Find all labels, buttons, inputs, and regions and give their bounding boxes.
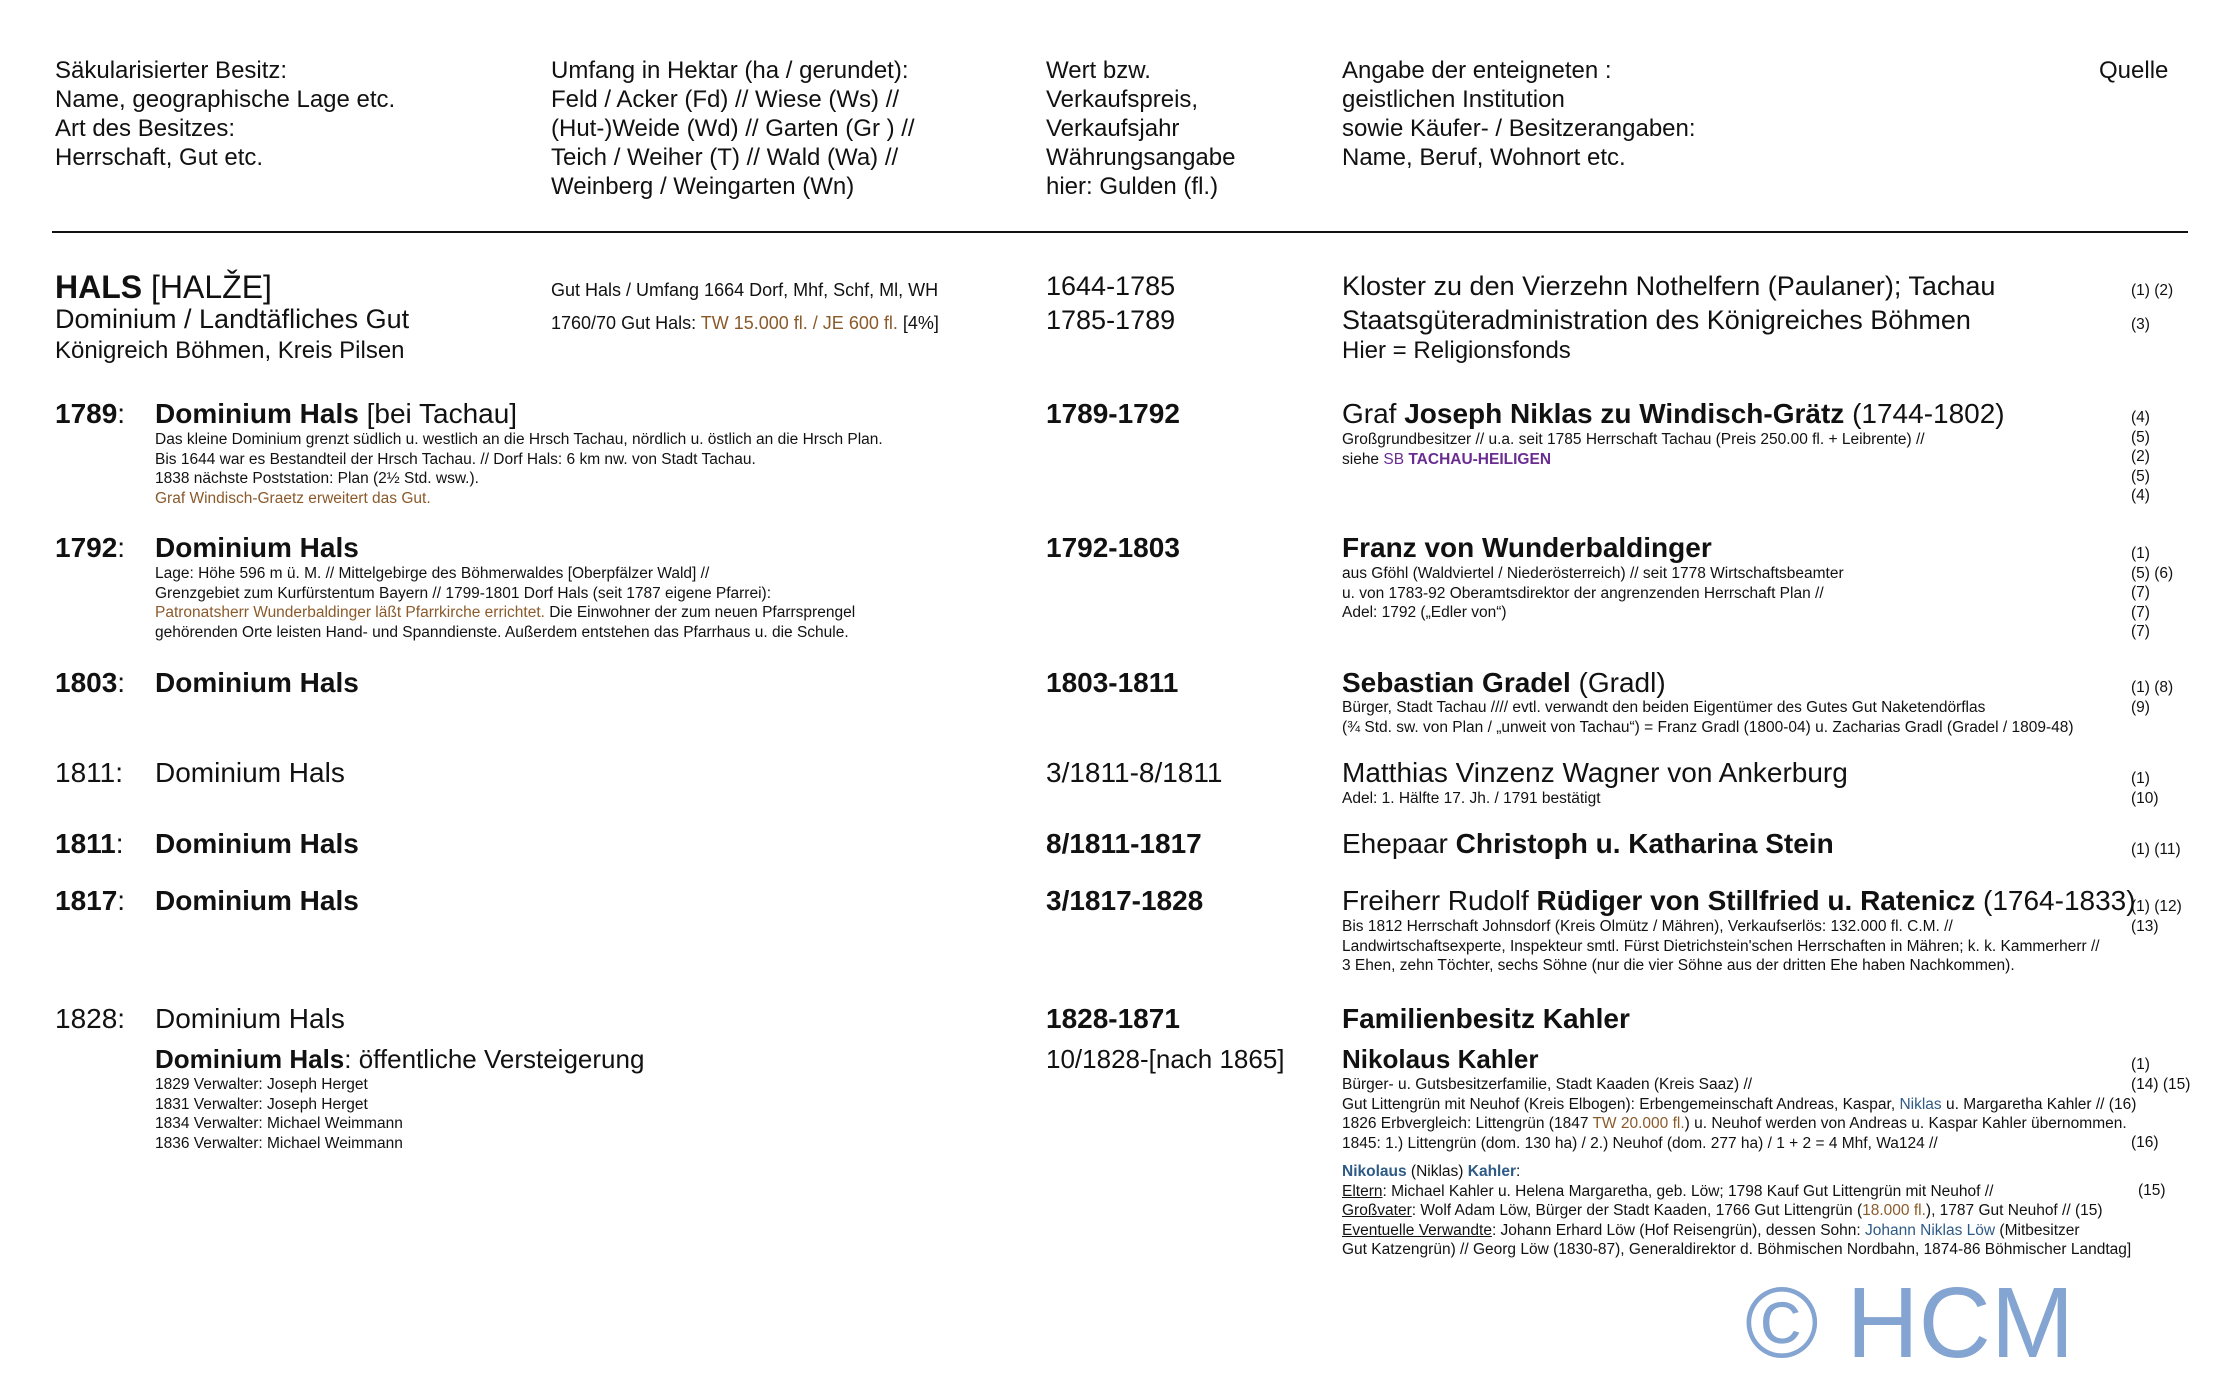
source-column: (1) (5) (6) (7) (7) (7) <box>2131 545 2174 640</box>
header-line: geistlichen Institution <box>1342 86 1565 113</box>
intro-owner2: Staatsgüteradministration des Königreiches Böhmen <box>1342 305 1971 335</box>
header-line: Teich / Weiher (T) // Wald (Wa) // <box>551 144 899 171</box>
intro-line3: Königreich Böhmen, Kreis Pilsen <box>55 337 405 364</box>
intro-owner1: Kloster zu den Vierzehn Nothelfern (Paulaner); Tachau <box>1342 271 1996 301</box>
entry-title: Dominium Hals <box>155 885 359 916</box>
entry-title: Dominium Hals <box>155 1003 345 1034</box>
header-line: Art des Besitzes: <box>55 115 236 142</box>
entry-owner-details: Bürger, Stadt Tachau //// evtl. verwandt den beiden Eigentümer des Gutes Gut Naketendörflas (¾ Std. sw. von Plan / „unweit von Tachau“) = Franz Gradl (1800-04) u. Zacharias Gradl (Gradel / 1809-48) <box>1342 699 2074 736</box>
entry-description: Das kleine Dominium grenzt südlich u. westlich an die Hrsch Tachau, nördlich u. östlich an die Hrsch Plan. Bis 1644 war es Bestandteil der Hrsch Tachau. // Dorf Hals: 6 km nw. von Stadt Tachau. 1838 nächste Poststation: Plan (2½ Std. wsw.). Graf Windisch-Graetz erweitert das Gut. <box>155 431 883 507</box>
header-col-angabe <box>1342 56 1696 172</box>
entry-year: 1817: <box>55 885 126 916</box>
entry-period: 1803-1811 <box>1046 667 1179 698</box>
main-title-bold: HALS <box>55 269 143 305</box>
source-ref: (15) <box>2138 1182 2166 1199</box>
main-title-rest: [HALŽE] <box>142 269 272 305</box>
entry-title: Dominium Hals [bei Tachau] <box>155 398 518 429</box>
intro-owner3: Hier = Religionsfonds <box>1342 337 1571 364</box>
entry-title: Dominium Hals <box>155 532 359 563</box>
header-line: Säkularisierter Besitz: <box>55 57 288 84</box>
entry-owner-details: Bürger- u. Gutsbesitzerfamilie, Stadt Kaaden (Kreis Saaz) // Gut Littengrün mit Neuhof (Kreis Elbogen): Erbengemeinschaft Andreas, Kaspar, Niklas u. Margaretha Kahler // (16) 1826 Erbvergleich: Littengrün (1847 TW 20.000 fl.) u. Neuhof werden von Andreas u. Kaspar Kahler übernommen. 1845: 1.) Littengrün (dom. 130 ha) / 2.) Neuhof (dom. 277 ha) / 1 + 2 = 4 Mhf, Wa124 // <box>1342 1076 2137 1152</box>
header-line: Name, Beruf, Wohnort etc. <box>1342 144 1626 171</box>
value-highlight: TW 15.000 fl. / JE 600 fl. <box>700 313 898 333</box>
entry-owner-details: Adel: 1. Hälfte 17. Jh. / 1791 bestätigt <box>1342 790 1601 807</box>
administrators-list: 1829 Verwalter: Joseph Herget 1831 Verwalter: Joseph Herget 1834 Verwalter: Michael Weimmann 1836 Verwalter: Michael Weimmann <box>155 1076 403 1152</box>
source-ref: (1) (2) <box>2131 282 2174 299</box>
entry-owner: Graf Joseph Niklas zu Windisch-Grätz (1744-1802) <box>1342 398 2005 429</box>
entry-owner-details: aus Gföhl (Waldviertel / Niederösterreich) // seit 1778 Wirtschaftsbeamter u. von 1783-92 Oberamtsdirektor der angrenzenden Herrschaft Plan // Adel: 1792 („Edler von“) <box>1342 565 1844 621</box>
header-line: hier: Gulden (fl.) <box>1046 173 1219 200</box>
sub-entry-period: 10/1828-[nach 1865] <box>1046 1044 1285 1074</box>
text: [4%] <box>897 313 939 333</box>
header-col-quelle: Quelle <box>2099 57 2169 84</box>
source-column: (1) (14) (15) <box>2131 1056 2191 1093</box>
intro-line2: Dominium / Landtäfliches Gut <box>55 304 410 334</box>
entry-owner-details: Großgrundbesitzer // u.a. seit 1785 Herrschaft Tachau (Preis 250.00 fl. + Leibrente) // siehe SB TACHAU-HEILIGEN <box>1342 431 1925 468</box>
entry-period: 1792-1803 <box>1046 532 1180 563</box>
source-column: (1) (8) (9) <box>2131 679 2174 716</box>
link-tachau-heiligen[interactable]: TACHAU-HEILIGEN <box>1408 450 1552 468</box>
entry-year: 1811: <box>55 828 124 859</box>
intro-umfang1: Gut Hals / Umfang 1664 Dorf, Mhf, Schf, Ml, WH <box>551 280 939 300</box>
header-line: Name, geographische Lage etc. <box>55 86 396 113</box>
entry-title: Dominium Hals <box>155 828 359 859</box>
entry-year: 1792: <box>55 532 126 563</box>
source-ref: (3) <box>2131 316 2150 333</box>
intro-umfang2 <box>551 312 939 334</box>
entry-year: 1803: <box>55 667 126 698</box>
sub-entry-title: Dominium Hals: öffentliche Versteigerung <box>155 1044 645 1074</box>
header-line: Angabe der enteigneten : <box>1342 57 1612 84</box>
text: 1760/70 Gut Hals: <box>551 313 701 333</box>
header-line: Wert bzw. <box>1046 57 1151 84</box>
header-line: Feld / Acker (Fd) // Wiese (Ws) // <box>551 86 900 113</box>
header-line: (Hut-)Weide (Wd) // Garten (Gr ) // <box>551 115 915 142</box>
entry-period: 3/1817-1828 <box>1046 885 1204 916</box>
entry-year: 1811: <box>55 757 123 788</box>
entry-year: 1828: <box>55 1003 126 1034</box>
header-line: Weinberg / Weingarten (Wn) <box>551 173 855 200</box>
entry-owner: Sebastian Gradel (Gradl) <box>1342 667 1666 698</box>
entry-year: 1789: <box>55 398 126 429</box>
entry-period: 3/1811-8/1811 <box>1046 757 1223 788</box>
entry-title: Dominium Hals <box>155 667 359 698</box>
entry-description: Lage: Höhe 596 m ü. M. // Mittelgebirge des Böhmerwaldes [Oberpfälzer Wald] // Grenzgebiet zum Kurfürstentum Bayern // 1799-1801 Dorf Hals (seit 1787 eigene Pfarrei): Patronatsherr Wunderbaldinger läßt Pfarrkirche errichtet. Die Einwohner der zum neuen Pfarrsprengel gehörenden Orte leisten Hand- und Spanndienste. Außerdem entstehen das Pfarrhaus u. die Schule. <box>155 565 856 641</box>
header-line: Verkaufspreis, <box>1046 86 1199 113</box>
source-ref: (1) (11) <box>2131 841 2181 858</box>
source-column: (1) (10) <box>2131 770 2159 807</box>
source-ref: (16) <box>2131 1134 2159 1151</box>
header-line: Währungsangabe <box>1046 144 1236 171</box>
entry-period: 1789-1792 <box>1046 398 1180 429</box>
entry-owner: Franz von Wunderbaldinger <box>1342 532 1712 563</box>
entry-owner: Familienbesitz Kahler <box>1342 1003 1630 1034</box>
entry-owner: Matthias Vinzenz Wagner von Ankerburg <box>1342 757 1848 788</box>
header-line: sowie Käufer- / Besitzerangaben: <box>1342 115 1696 142</box>
header-divider <box>52 231 2188 233</box>
header-line: Umfang in Hektar (ha / gerundet): <box>551 57 909 84</box>
header-line: Herrschaft, Gut etc. <box>55 144 264 171</box>
entry-owner-details: Bis 1812 Herrschaft Johnsdorf (Kreis Olmütz / Mähren), Verkaufserlös: 132.000 fl. C.M. // Landwirtschaftsexperte, Inspekteur smtl. Fürst Dietrichstein'schen Herrschaften in Mähren; k. k. Kammerherr // 3 Ehen, zehn Töchter, sechs Söhne (nur die vier Söhne aus der dritten Ehe haben Nachkommen). <box>1342 918 2100 974</box>
main-title <box>55 269 272 305</box>
family-details: Nikolaus (Niklas) Kahler: Eltern: Michael Kahler u. Helena Margaretha, geb. Löw; 1798 Kauf Gut Littengrün mit Neuhof // Großvater: Wolf Adam Löw, Bürger der Stadt Kaaden, 1766 Gut Littengrün (18.000 fl.), 1787 Gut Neuhof // (15) Eventuelle Verwandte: Johann Erhard Löw (Hof Reisengrün), dessen Sohn: Johann Niklas Löw (Mitbesitzer Gut Katzengrün) // Georg Löw (1830-87), Generaldirektor d. Böhmischen Nordbahn, 1874-86 Böhmischer Landtag] <box>1342 1163 2132 1258</box>
copyright-watermark: © HCM <box>1745 1267 2075 1379</box>
entry-owner: Ehepaar Christoph u. Katharina Stein <box>1342 828 1834 859</box>
entry-period: 8/1811-1817 <box>1046 828 1202 859</box>
entry-title: Dominium Hals <box>155 757 345 788</box>
header-line: Verkaufsjahr <box>1046 115 1180 142</box>
header-col-wert <box>1046 56 1235 201</box>
source-column: (4) (5) (2) (5) (4) <box>2131 409 2150 504</box>
entry-period: 1828-1871 <box>1046 1003 1180 1034</box>
header-col-umfang <box>551 56 915 201</box>
header-col-besitz <box>55 56 395 172</box>
sub-entry-owner: Nikolaus Kahler <box>1342 1044 1539 1074</box>
intro-years2: 1785-1789 <box>1046 305 1176 335</box>
entry-owner: Freiherr Rudolf Rüdiger von Stillfried u. Ratenicz (1764-1833) <box>1342 885 2136 916</box>
intro-years1: 1644-1785 <box>1046 271 1176 301</box>
source-column: (1) (12) (13) <box>2131 898 2182 935</box>
